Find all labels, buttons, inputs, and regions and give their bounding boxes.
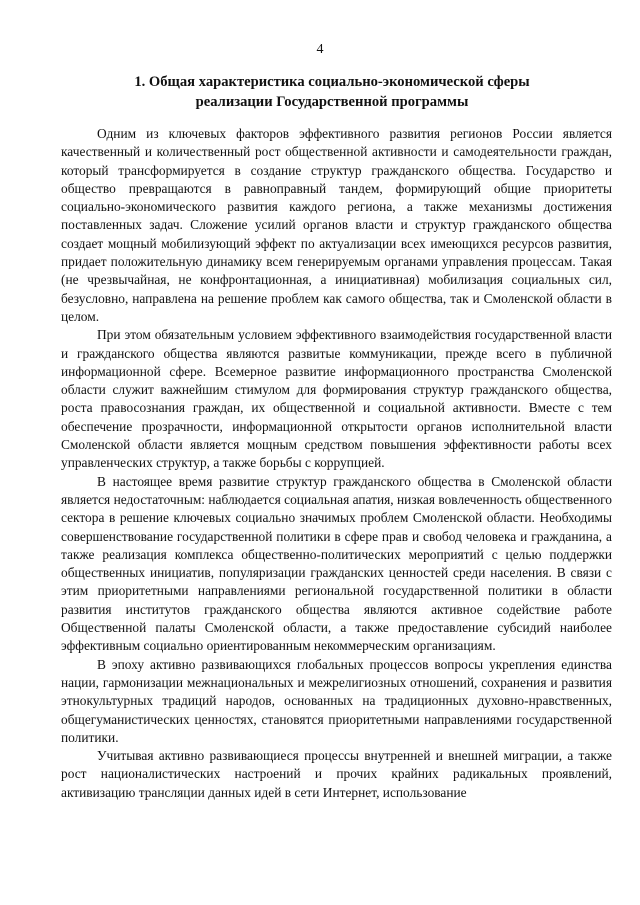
- section-heading-line-2: реализации Государственной программы: [195, 94, 469, 110]
- section-heading-line-1: 1. Общая характеристика социально-экономической сферы: [134, 74, 530, 90]
- paragraph-4: В эпоху активно развивающихся глобальных процессов вопросы укрепления единства нации, гармонизации межнациональных и межрелигиозных отношений, сохранения и развития этнокультурных традиций народов, основанных на традиционных духовно-нравственных, общегуманистических ценностях, становятся приоритетными направлениями государственной политики.: [61, 656, 612, 745]
- section-heading: [88, 72, 576, 112]
- paragraph-5: Учитывая активно развивающиеся процессы внутренней и внешней миграции, а также рост националистических настроений и прочих крайних радикальных проявлений, активизацию трансляции данных идей в сети Интернет, использование: [61, 748, 612, 800]
- page-number: 4: [316, 42, 324, 57]
- paragraph-1: Одним из ключевых факторов эффективного развития регионов России является качественный и количественный рост общественной активности и самодеятельности граждан, который трансформируется в создание структур гражданского общества. Государство и общество превращаются в равноправный тандем, формирующий общие приоритеты социально-экономического развития каждого региона, а также механизмы достижения поставленных задач. Сложение усилий органов власти и структур гражданского общества создает мощный мобилизующий эффект по актуализации всех имеющихся ресурсов развития, придает положительную динамику всем генерируемым органами управления процессам. Такая (не чрезвычайная, не конфронтационная, а инициативная) мобилизация социальных сил, безусловно, направлена на решение проблем как самого общества, так и Смоленской области в целом.: [61, 126, 612, 324]
- body-text: [61, 125, 612, 802]
- paragraph-3: В настоящее время развитие структур гражданского общества в Смоленской области является недостаточным: наблюдается социальная апатия, низкая вовлеченность общественного сектора в решение ключевых социально значимых проблем Смоленской области. Необходимы совершенствование государственной политики в сфере прав и свобод человека и гражданина, а также реализация комплекса общественно-политических мероприятий с целью поддержки общественных инициатив, популяризации гражданских ценностей среди населения. В связи с этим приоритетными направлениями региональной государственной политики в области развития институтов гражданского общества являются активное содействие работе Общественной палаты Смоленской области, а также предоставление субсидий наиболее эффективным социально ориентированным некоммерческим организациям.: [61, 473, 612, 654]
- paragraph-2: При этом обязательным условием эффективного взаимодействия государственной власти и гражданского общества являются развитые коммуникации, прежде всего в публичной информационной сфере. Всемерное развитие информационного пространства Смоленской области служит важнейшим стимулом для формирования структур гражданского общества, роста правосознания граждан, их общественной и социальной активности. Вместе с тем обеспечение прозрачности, информационной открытости органов исполнительной власти Смоленской области является мощным средством повышения эффективности работы всех управленческих структур, а также борьбы с коррупцией.: [61, 327, 612, 471]
